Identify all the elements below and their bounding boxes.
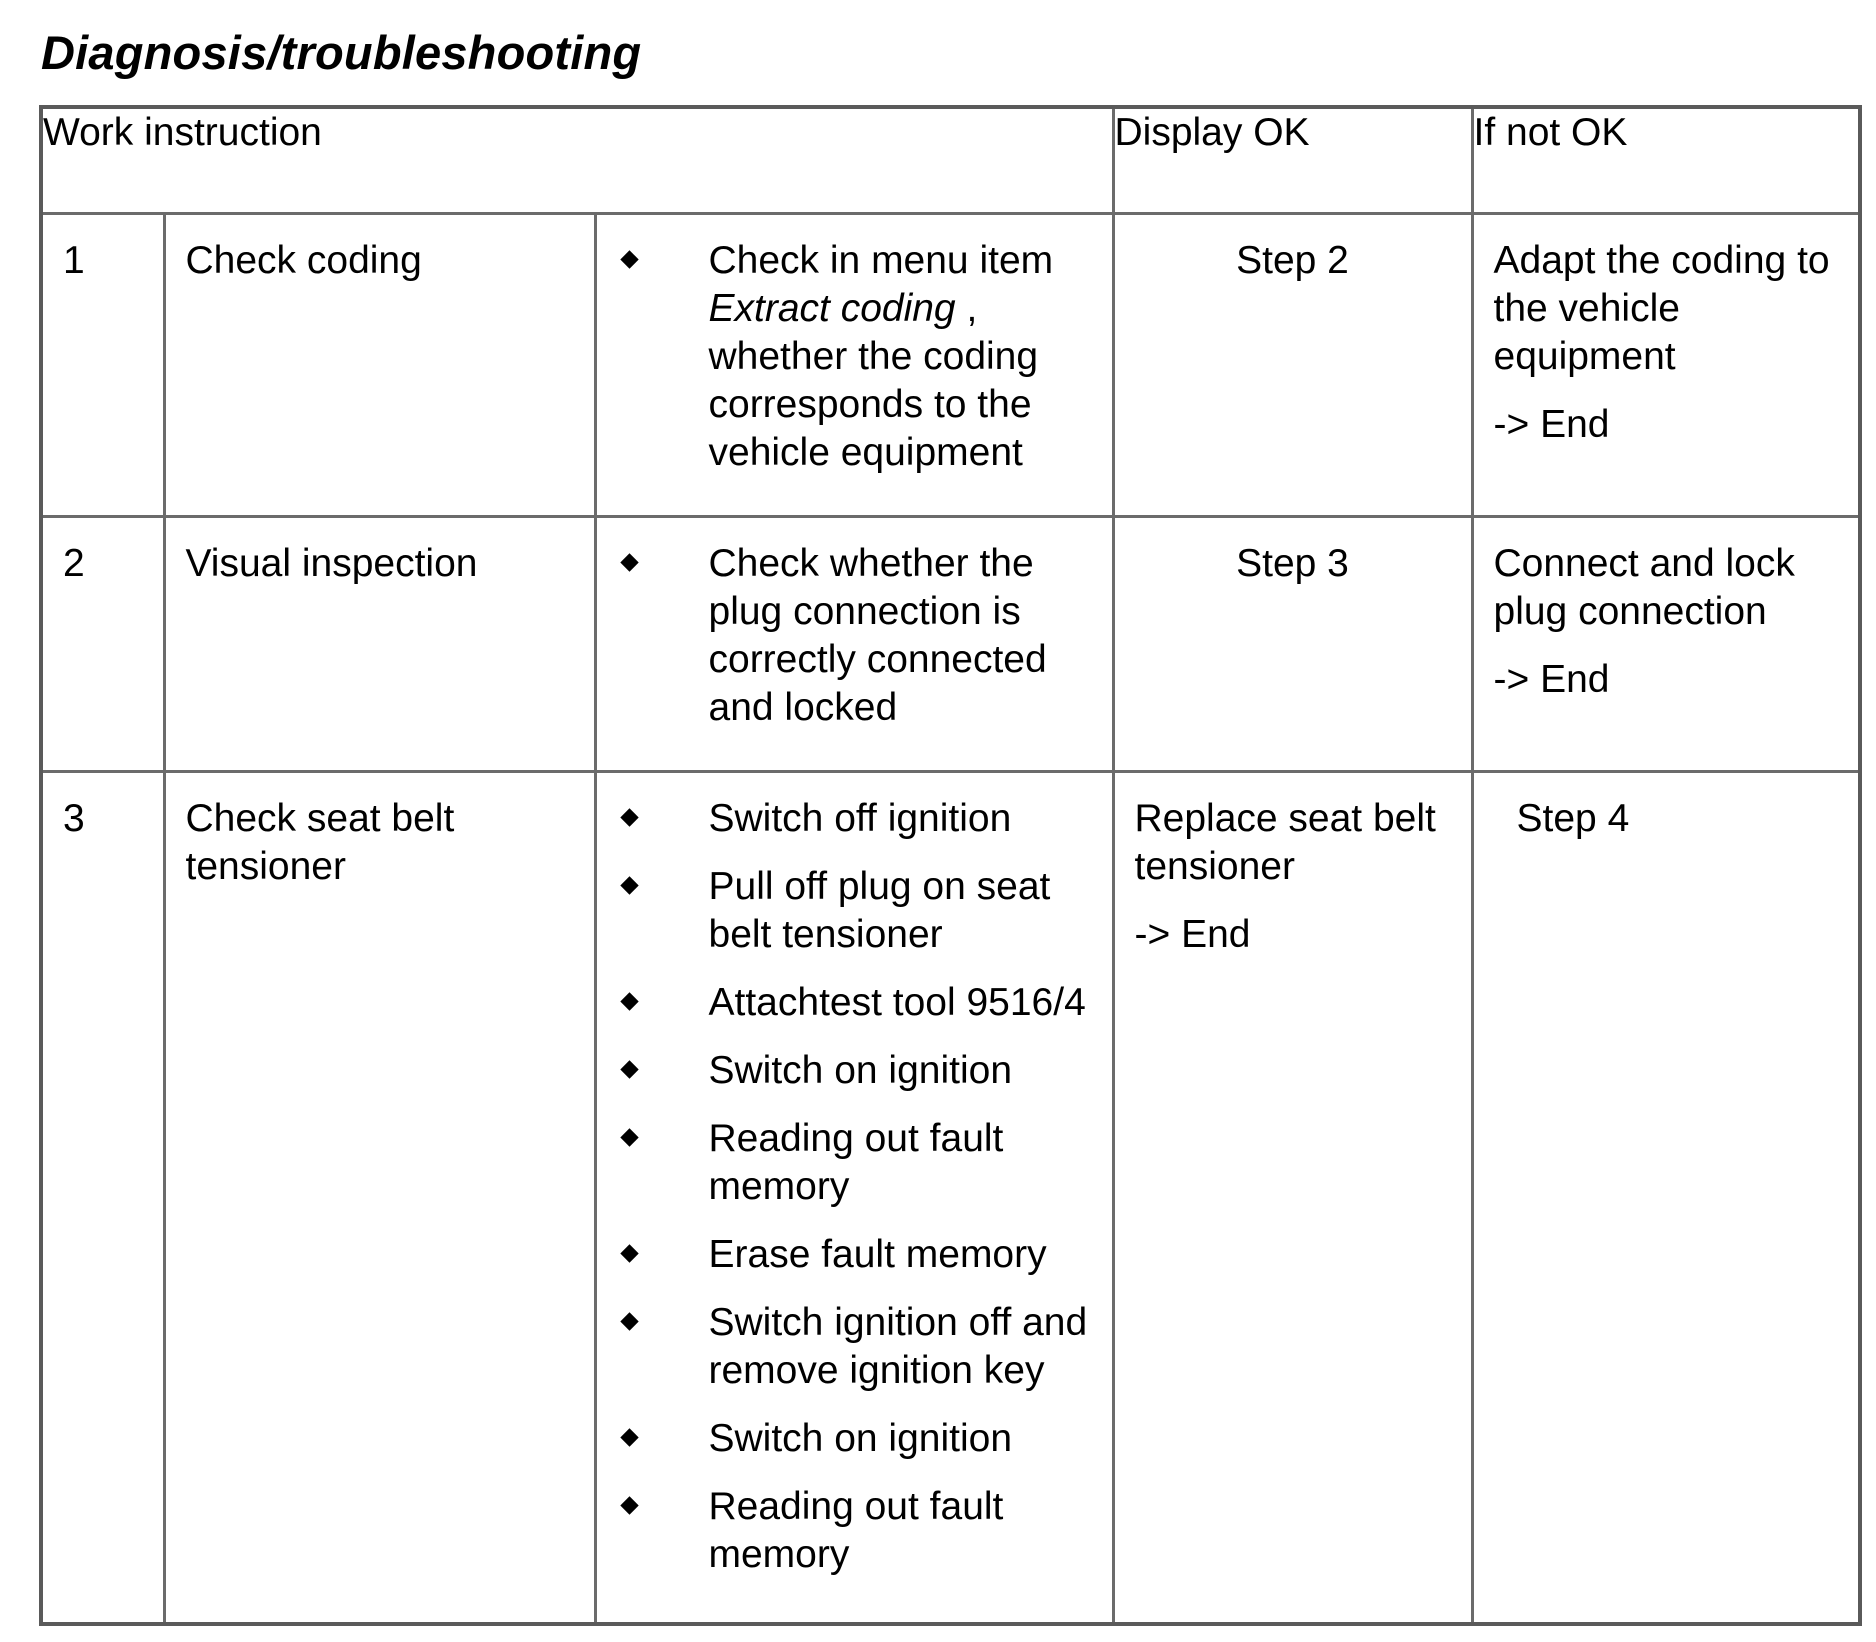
diamond-bullet-icon [620,1496,638,1514]
list-item [597,795,1102,843]
step-number: 2 [41,516,164,771]
instruction-text: Pull off plug on seat belt tensioner [708,864,1051,956]
list-item [597,237,1102,477]
if-not-ok-cell [1472,516,1860,771]
step-title: Check coding [164,213,595,516]
instruction-text-suffix: , whether the coding corresponds to the vehicle equipment [708,286,1039,474]
diamond-bullet-icon [620,553,638,571]
diamond-bullet-icon [620,876,638,894]
step-instructions [595,516,1113,771]
instruction-list [597,795,1102,1579]
end-marker: -> End [1493,402,1610,446]
display-ok-cell [1113,771,1472,1624]
step-number: 3 [41,771,164,1624]
list-item [597,1231,1102,1279]
header-work-instruction: Work instruction [41,107,1113,213]
list-item [597,863,1102,959]
list-item [597,1483,1102,1579]
if-not-ok-text: Adapt the coding to the vehicle equipment [1493,238,1830,378]
page-title: Diagnosis/troubleshooting [41,26,642,79]
diamond-bullet-icon [620,1428,638,1446]
list-item [597,1047,1102,1095]
display-ok-text: Replace seat belt tensioner [1134,796,1436,888]
display-ok-cell [1113,213,1472,516]
instruction-text-prefix: Check in menu item [708,238,1054,282]
step-instructions [595,213,1113,516]
diamond-bullet-icon [620,992,638,1010]
menu-item-name: Extract coding [708,286,956,330]
list-item [597,540,1102,732]
end-marker: -> End [1493,657,1610,701]
instruction-text: Switch on ignition [708,1048,1013,1092]
instruction-text: Check whether the plug connection is correctly connected and locked [708,541,1047,729]
step-title: Check seat belt tensioner [164,771,595,1624]
diagnosis-table [39,105,1862,1626]
instruction-text: Reading out fault memory [708,1484,1004,1576]
instruction-text: Switch ignition off and remove ignition key [708,1300,1088,1392]
list-item [597,1415,1102,1463]
diamond-bullet-icon [620,250,638,268]
display-ok-text: Step 2 [1236,238,1349,282]
instruction-list [597,540,1102,732]
list-item [597,1299,1102,1395]
table-row [41,771,1860,1624]
list-item [597,1115,1102,1211]
header-display-ok: Display OK [1113,107,1472,213]
end-marker: -> End [1134,912,1251,956]
if-not-ok-text: Step 4 [1516,796,1630,840]
table-row [41,516,1860,771]
list-item [597,979,1102,1027]
diamond-bullet-icon [620,808,638,826]
step-number: 1 [41,213,164,516]
diamond-bullet-icon [620,1128,638,1146]
instruction-text: Reading out fault memory [708,1116,1004,1208]
instruction-list [597,237,1102,477]
display-ok-cell [1113,516,1472,771]
if-not-ok-cell [1472,771,1860,1624]
diamond-bullet-icon [620,1312,638,1330]
instruction-text: Attachtest tool 9516/4 [708,980,1086,1024]
table-header-row [41,107,1860,213]
diamond-bullet-icon [620,1244,638,1262]
if-not-ok-cell [1472,213,1860,516]
step-title: Visual inspection [164,516,595,771]
header-if-not-ok: If not OK [1472,107,1860,213]
step-instructions [595,771,1113,1624]
if-not-ok-text: Connect and lock plug connection [1493,541,1795,633]
display-ok-text: Step 3 [1236,541,1349,585]
instruction-text: Switch on ignition [708,1416,1013,1460]
diamond-bullet-icon [620,1060,638,1078]
instruction-text: Erase fault memory [708,1232,1047,1276]
instruction-text: Switch off ignition [708,796,1012,840]
table-row [41,213,1860,516]
